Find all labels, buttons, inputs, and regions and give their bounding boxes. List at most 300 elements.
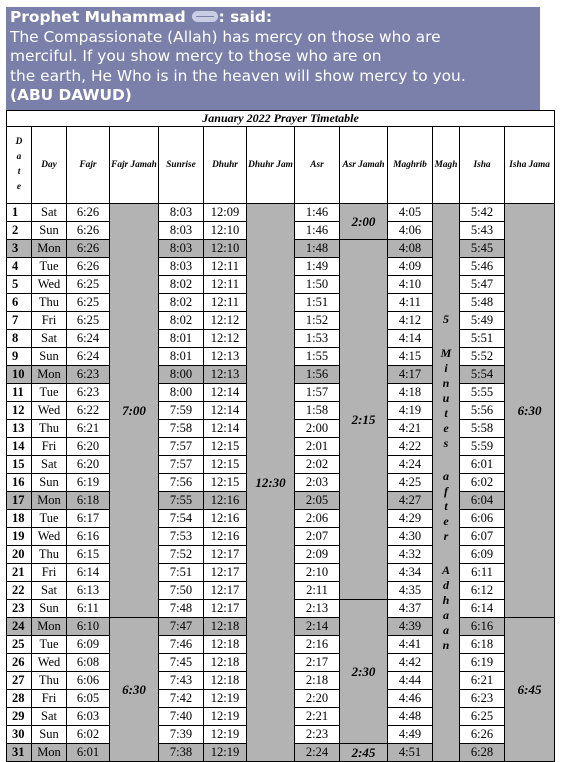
header-maghrib-jamah: Magh <box>433 127 460 204</box>
cell-dhuhr: 12:10 <box>204 222 247 240</box>
asr-jamah-time: 2:15 <box>340 240 388 600</box>
cell-isha: 6:07 <box>460 528 505 546</box>
cell-sunrise: 7:58 <box>159 420 204 438</box>
cell-sunrise: 7:39 <box>159 726 204 744</box>
cell-fajr: 6:26 <box>67 258 110 276</box>
cell-isha: 6:14 <box>460 600 505 618</box>
cell-fajr: 6:20 <box>67 456 110 474</box>
asr-jamah-time: 2:00 <box>340 204 388 240</box>
cell-asr: 1:46 <box>295 222 340 240</box>
cell-asr: 2:01 <box>295 438 340 456</box>
maghrib-note-letter: d <box>443 577 449 592</box>
maghrib-note-letter: a <box>443 607 449 622</box>
cell-dhuhr: 12:17 <box>204 546 247 564</box>
cell-sunrise: 7:54 <box>159 510 204 528</box>
cell-maghrib: 4:18 <box>388 384 433 402</box>
cell-asr: 1:56 <box>295 366 340 384</box>
cell-sunrise: 8:02 <box>159 276 204 294</box>
cell-sunrise: 7:47 <box>159 618 204 636</box>
cell-isha: 5:58 <box>460 420 505 438</box>
title-row <box>7 111 555 127</box>
cell-fajr: 6:01 <box>67 744 110 762</box>
fajr-jamah-time: 6:30 <box>110 618 159 762</box>
cell-date: 16 <box>7 474 32 492</box>
cell-isha: 5:49 <box>460 312 505 330</box>
cell-maghrib: 4:25 <box>388 474 433 492</box>
banner-line: The Compassionate (Allah) has mercy on those who are <box>10 27 441 46</box>
cell-isha: 6:28 <box>460 744 505 762</box>
cell-dhuhr: 12:14 <box>204 420 247 438</box>
cell-maghrib: 4:30 <box>388 528 433 546</box>
maghrib-note-letter: n <box>442 637 450 652</box>
cell-fajr: 6:22 <box>67 402 110 420</box>
cell-day: Mon <box>32 366 67 384</box>
cell-fajr: 6:10 <box>67 618 110 636</box>
cell-maghrib: 4:21 <box>388 420 433 438</box>
cell-date: 17 <box>7 492 32 510</box>
maghrib-note-letter <box>433 544 459 563</box>
maghrib-note-letter: t <box>444 405 448 420</box>
cell-sunrise: 8:01 <box>159 330 204 348</box>
cell-date: 25 <box>7 636 32 654</box>
cell-asr: 2:13 <box>295 600 340 618</box>
cell-day: Wed <box>32 402 67 420</box>
header-asr-jamah: Asr Jamah <box>340 127 388 204</box>
cell-asr: 2:06 <box>295 510 340 528</box>
cell-dhuhr: 12:14 <box>204 402 247 420</box>
cell-day: Sun <box>32 348 67 366</box>
cell-day: Sat <box>32 582 67 600</box>
cell-sunrise: 8:00 <box>159 366 204 384</box>
maghrib-note-letter: a <box>443 469 449 484</box>
cell-sunrise: 7:43 <box>159 672 204 690</box>
cell-maghrib: 4:37 <box>388 600 433 618</box>
cell-asr: 1:51 <box>295 294 340 312</box>
maghrib-note-letter: s <box>443 435 449 450</box>
maghrib-note-letter: e <box>443 514 449 529</box>
cell-date: 23 <box>7 600 32 618</box>
cell-isha: 6:06 <box>460 510 505 528</box>
cell-asr: 2:02 <box>295 456 340 474</box>
cell-fajr: 6:18 <box>67 492 110 510</box>
header-sunrise: Sunrise <box>159 127 204 204</box>
cell-dhuhr: 12:12 <box>204 312 247 330</box>
cell-dhuhr: 12:15 <box>204 456 247 474</box>
cell-fajr: 6:13 <box>67 582 110 600</box>
cell-isha: 5:56 <box>460 402 505 420</box>
cell-dhuhr: 12:16 <box>204 492 247 510</box>
cell-asr: 1:52 <box>295 312 340 330</box>
cell-sunrise: 8:01 <box>159 348 204 366</box>
cell-day: Sat <box>32 330 67 348</box>
cell-day: Sun <box>32 474 67 492</box>
table-title: January 2022 Prayer Timetable <box>7 111 555 127</box>
maghrib-note-letter <box>433 327 459 346</box>
cell-sunrise: 8:03 <box>159 222 204 240</box>
cell-asr: 1:58 <box>295 402 340 420</box>
cell-date: 19 <box>7 528 32 546</box>
cell-asr: 1:48 <box>295 240 340 258</box>
cell-isha: 5:46 <box>460 258 505 276</box>
cell-sunrise: 7:56 <box>159 474 204 492</box>
cell-maghrib: 4:15 <box>388 348 433 366</box>
cell-maghrib: 4:42 <box>388 654 433 672</box>
cell-isha: 6:11 <box>460 564 505 582</box>
cell-day: Sun <box>32 726 67 744</box>
cell-fajr: 6:03 <box>67 708 110 726</box>
cell-maghrib: 4:12 <box>388 312 433 330</box>
cell-sunrise: 8:03 <box>159 240 204 258</box>
maghrib-note-letter: M <box>440 345 452 360</box>
cell-date: 30 <box>7 726 32 744</box>
cell-maghrib: 4:35 <box>388 582 433 600</box>
cell-sunrise: 8:03 <box>159 204 204 222</box>
cell-sunrise: 8:02 <box>159 294 204 312</box>
cell-date: 29 <box>7 708 32 726</box>
cell-isha: 5:59 <box>460 438 505 456</box>
cell-maghrib: 4:46 <box>388 690 433 708</box>
cell-date: 27 <box>7 672 32 690</box>
cell-dhuhr: 12:17 <box>204 600 247 618</box>
cell-dhuhr: 12:12 <box>204 330 247 348</box>
banner-line: the earth, He Who is in the heaven will show mercy to you. <box>10 66 466 85</box>
cell-fajr: 6:08 <box>67 654 110 672</box>
cell-maghrib: 4:09 <box>388 258 433 276</box>
cell-maghrib: 4:48 <box>388 708 433 726</box>
cell-date: 22 <box>7 582 32 600</box>
cell-sunrise: 8:03 <box>159 258 204 276</box>
cell-fajr: 6:24 <box>67 330 110 348</box>
cell-maghrib: 4:10 <box>388 276 433 294</box>
cell-date: 26 <box>7 654 32 672</box>
header-fajr: Fajr <box>67 127 110 204</box>
cell-dhuhr: 12:10 <box>204 240 247 258</box>
cell-day: Fri <box>32 690 67 708</box>
cell-dhuhr: 12:19 <box>204 690 247 708</box>
cell-isha: 6:12 <box>460 582 505 600</box>
cell-isha: 6:04 <box>460 492 505 510</box>
cell-asr: 2:16 <box>295 636 340 654</box>
cell-dhuhr: 12:18 <box>204 636 247 654</box>
header-date-letter: a <box>16 152 22 162</box>
cell-day: Thu <box>32 420 67 438</box>
cell-fajr: 6:02 <box>67 726 110 744</box>
cell-sunrise: 7:38 <box>159 744 204 762</box>
cell-date: 2 <box>7 222 32 240</box>
cell-date: 7 <box>7 312 32 330</box>
cell-fajr: 6:11 <box>67 600 110 618</box>
cell-sunrise: 7:40 <box>159 708 204 726</box>
cell-day: Mon <box>32 744 67 762</box>
cell-sunrise: 7:57 <box>159 456 204 474</box>
cell-date: 24 <box>7 618 32 636</box>
cell-isha: 5:54 <box>460 366 505 384</box>
cell-dhuhr: 12:14 <box>204 384 247 402</box>
cell-maghrib: 4:08 <box>388 240 433 258</box>
cell-dhuhr: 12:13 <box>204 348 247 366</box>
cell-maghrib: 4:27 <box>388 492 433 510</box>
cell-date: 3 <box>7 240 32 258</box>
cell-maghrib: 4:14 <box>388 330 433 348</box>
cell-maghrib: 4:41 <box>388 636 433 654</box>
cell-day: Mon <box>32 618 67 636</box>
maghrib-note-letter: h <box>442 592 450 607</box>
cell-day: Fri <box>32 564 67 582</box>
cell-fajr: 6:09 <box>67 636 110 654</box>
cell-date: 1 <box>7 204 32 222</box>
cell-maghrib: 4:29 <box>388 510 433 528</box>
cell-sunrise: 7:59 <box>159 402 204 420</box>
cell-maghrib: 4:49 <box>388 726 433 744</box>
maghrib-note-letter: A <box>441 562 450 577</box>
cell-isha: 5:47 <box>460 276 505 294</box>
cell-fajr: 6:17 <box>67 510 110 528</box>
maghrib-note-letter: n <box>442 375 450 390</box>
maghrib-note-letter: f <box>444 484 448 499</box>
cell-asr: 2:00 <box>295 420 340 438</box>
cell-isha: 5:45 <box>460 240 505 258</box>
cell-date: 14 <box>7 438 32 456</box>
cell-sunrise: 7:51 <box>159 564 204 582</box>
cell-asr: 2:05 <box>295 492 340 510</box>
cell-date: 15 <box>7 456 32 474</box>
cell-asr: 1:50 <box>295 276 340 294</box>
cell-isha: 6:01 <box>460 456 505 474</box>
cell-day: Thu <box>32 672 67 690</box>
salutation-seal-icon <box>192 11 218 22</box>
cell-maghrib: 4:32 <box>388 546 433 564</box>
cell-asr: 2:18 <box>295 672 340 690</box>
cell-day: Sun <box>32 600 67 618</box>
cell-fajr: 6:15 <box>67 546 110 564</box>
cell-isha: 6:02 <box>460 474 505 492</box>
cell-maghrib: 4:17 <box>388 366 433 384</box>
cell-sunrise: 7:42 <box>159 690 204 708</box>
cell-asr: 1:53 <box>295 330 340 348</box>
cell-sunrise: 7:50 <box>159 582 204 600</box>
header-day: Day <box>32 127 67 204</box>
prayer-timetable <box>6 110 555 762</box>
cell-fajr: 6:05 <box>67 690 110 708</box>
cell-date: 18 <box>7 510 32 528</box>
cell-fajr: 6:20 <box>67 438 110 456</box>
cell-sunrise: 8:00 <box>159 384 204 402</box>
cell-asr: 2:23 <box>295 726 340 744</box>
cell-isha: 5:55 <box>460 384 505 402</box>
header-dhuhr: Dhuhr <box>204 127 247 204</box>
cell-isha: 6:18 <box>460 636 505 654</box>
cell-sunrise: 7:48 <box>159 600 204 618</box>
cell-day: Wed <box>32 528 67 546</box>
cell-isha: 6:16 <box>460 618 505 636</box>
banner-source: (ABU DAWUD) <box>10 86 132 105</box>
cell-fajr: 6:25 <box>67 294 110 312</box>
cell-asr: 2:09 <box>295 546 340 564</box>
cell-dhuhr: 12:11 <box>204 276 247 294</box>
cell-asr: 2:10 <box>295 564 340 582</box>
cell-maghrib: 4:22 <box>388 438 433 456</box>
cell-maghrib: 4:24 <box>388 456 433 474</box>
cell-isha: 5:51 <box>460 330 505 348</box>
cell-sunrise: 7:57 <box>159 438 204 456</box>
fajr-jamah-time: 7:00 <box>110 204 159 618</box>
header-fajr-jamah: Fajr Jamah <box>110 127 159 204</box>
cell-fajr: 6:16 <box>67 528 110 546</box>
maghrib-note-letter: u <box>442 390 450 405</box>
banner-header: Prophet Muhammad : said: <box>10 8 273 26</box>
cell-dhuhr: 12:16 <box>204 510 247 528</box>
cell-fajr: 6:21 <box>67 420 110 438</box>
cell-isha: 6:23 <box>460 690 505 708</box>
asr-jamah-time: 2:30 <box>340 600 388 744</box>
cell-date: 4 <box>7 258 32 276</box>
cell-date: 13 <box>7 420 32 438</box>
cell-isha: 6:25 <box>460 708 505 726</box>
cell-sunrise: 7:52 <box>159 546 204 564</box>
isha-jamah-time: 6:30 <box>505 204 555 618</box>
header-row <box>7 127 555 204</box>
cell-sunrise: 7:46 <box>159 636 204 654</box>
cell-dhuhr: 12:11 <box>204 258 247 276</box>
cell-sunrise: 8:02 <box>159 312 204 330</box>
cell-maghrib: 4:44 <box>388 672 433 690</box>
header-maghrib: Maghrib <box>388 127 433 204</box>
cell-dhuhr: 12:19 <box>204 708 247 726</box>
header-dhuhr-jamah: Dhuhr Jam <box>247 127 295 204</box>
cell-fajr: 6:25 <box>67 312 110 330</box>
cell-asr: 2:17 <box>295 654 340 672</box>
cell-day: Tue <box>32 636 67 654</box>
header-asr: Asr <box>295 127 340 204</box>
cell-maghrib: 4:39 <box>388 618 433 636</box>
cell-asr: 2:07 <box>295 528 340 546</box>
cell-asr: 1:57 <box>295 384 340 402</box>
cell-day: Sat <box>32 708 67 726</box>
maghrib-jamah-note <box>433 204 460 762</box>
dhuhr-jamah-time: 12:30 <box>247 204 295 762</box>
isha-jamah-time: 6:45 <box>505 618 555 762</box>
cell-sunrise: 7:45 <box>159 654 204 672</box>
cell-asr: 2:14 <box>295 618 340 636</box>
cell-day: Fri <box>32 312 67 330</box>
cell-isha: 6:09 <box>460 546 505 564</box>
header-date-letter: D <box>15 137 23 147</box>
cell-dhuhr: 12:18 <box>204 672 247 690</box>
cell-day: Sun <box>32 222 67 240</box>
cell-isha: 5:52 <box>460 348 505 366</box>
cell-date: 11 <box>7 384 32 402</box>
cell-day: Mon <box>32 492 67 510</box>
cell-dhuhr: 12:09 <box>204 204 247 222</box>
cell-isha: 6:19 <box>460 654 505 672</box>
cell-dhuhr: 12:18 <box>204 654 247 672</box>
maghrib-note-letter: r <box>443 529 449 544</box>
cell-day: Tue <box>32 258 67 276</box>
cell-day: Sat <box>32 204 67 222</box>
cell-dhuhr: 12:15 <box>204 438 247 456</box>
cell-day: Sat <box>32 456 67 474</box>
cell-dhuhr: 12:19 <box>204 726 247 744</box>
cell-dhuhr: 12:16 <box>204 528 247 546</box>
cell-isha: 5:43 <box>460 222 505 240</box>
cell-date: 8 <box>7 330 32 348</box>
header-date-letter: e <box>16 182 22 192</box>
hadith-banner <box>6 7 540 110</box>
cell-dhuhr: 12:13 <box>204 366 247 384</box>
cell-fajr: 6:25 <box>67 276 110 294</box>
cell-asr: 2:24 <box>295 744 340 762</box>
cell-isha: 5:48 <box>460 294 505 312</box>
asr-jamah-time: 2:45 <box>340 744 388 762</box>
cell-day: Mon <box>32 240 67 258</box>
cell-fajr: 6:23 <box>67 384 110 402</box>
cell-day: Tue <box>32 510 67 528</box>
cell-date: 12 <box>7 402 32 420</box>
header-date <box>7 127 32 204</box>
cell-fajr: 6:26 <box>67 204 110 222</box>
cell-isha: 6:26 <box>460 726 505 744</box>
cell-isha: 5:42 <box>460 204 505 222</box>
cell-asr: 1:55 <box>295 348 340 366</box>
cell-date: 31 <box>7 744 32 762</box>
cell-sunrise: 7:53 <box>159 528 204 546</box>
maghrib-note-letter: t <box>444 499 448 514</box>
cell-date: 28 <box>7 690 32 708</box>
cell-fajr: 6:23 <box>67 366 110 384</box>
cell-date: 9 <box>7 348 32 366</box>
cell-fajr: 6:14 <box>67 564 110 582</box>
cell-dhuhr: 12:19 <box>204 744 247 762</box>
cell-fajr: 6:26 <box>67 240 110 258</box>
cell-asr: 1:46 <box>295 204 340 222</box>
cell-day: Thu <box>32 546 67 564</box>
cell-asr: 2:11 <box>295 582 340 600</box>
cell-asr: 2:20 <box>295 690 340 708</box>
cell-dhuhr: 12:17 <box>204 564 247 582</box>
cell-day: Wed <box>32 276 67 294</box>
cell-dhuhr: 12:11 <box>204 294 247 312</box>
cell-sunrise: 7:55 <box>159 492 204 510</box>
banner-line: merciful. If you show mercy to those who are on <box>10 47 382 66</box>
maghrib-note-letter: e <box>443 420 449 435</box>
cell-dhuhr: 12:15 <box>204 474 247 492</box>
cell-fajr: 6:06 <box>67 672 110 690</box>
maghrib-note-letter: a <box>443 622 449 637</box>
maghrib-note-letter: 5 <box>443 312 449 327</box>
cell-date: 10 <box>7 366 32 384</box>
table-row <box>7 204 555 222</box>
cell-day: Fri <box>32 438 67 456</box>
cell-date: 5 <box>7 276 32 294</box>
header-isha-jamah: Isha Jama <box>505 127 555 204</box>
cell-dhuhr: 12:17 <box>204 582 247 600</box>
cell-fajr: 6:24 <box>67 348 110 366</box>
cell-dhuhr: 12:18 <box>204 618 247 636</box>
cell-fajr: 6:19 <box>67 474 110 492</box>
cell-maghrib: 4:05 <box>388 204 433 222</box>
cell-day: Tue <box>32 384 67 402</box>
maghrib-note-letter: i <box>444 360 448 375</box>
cell-date: 21 <box>7 564 32 582</box>
cell-day: Thu <box>32 294 67 312</box>
maghrib-note-letter <box>433 451 459 470</box>
cell-asr: 1:49 <box>295 258 340 276</box>
cell-date: 6 <box>7 294 32 312</box>
cell-maghrib: 4:06 <box>388 222 433 240</box>
cell-asr: 2:03 <box>295 474 340 492</box>
cell-maghrib: 4:51 <box>388 744 433 762</box>
cell-asr: 2:21 <box>295 708 340 726</box>
